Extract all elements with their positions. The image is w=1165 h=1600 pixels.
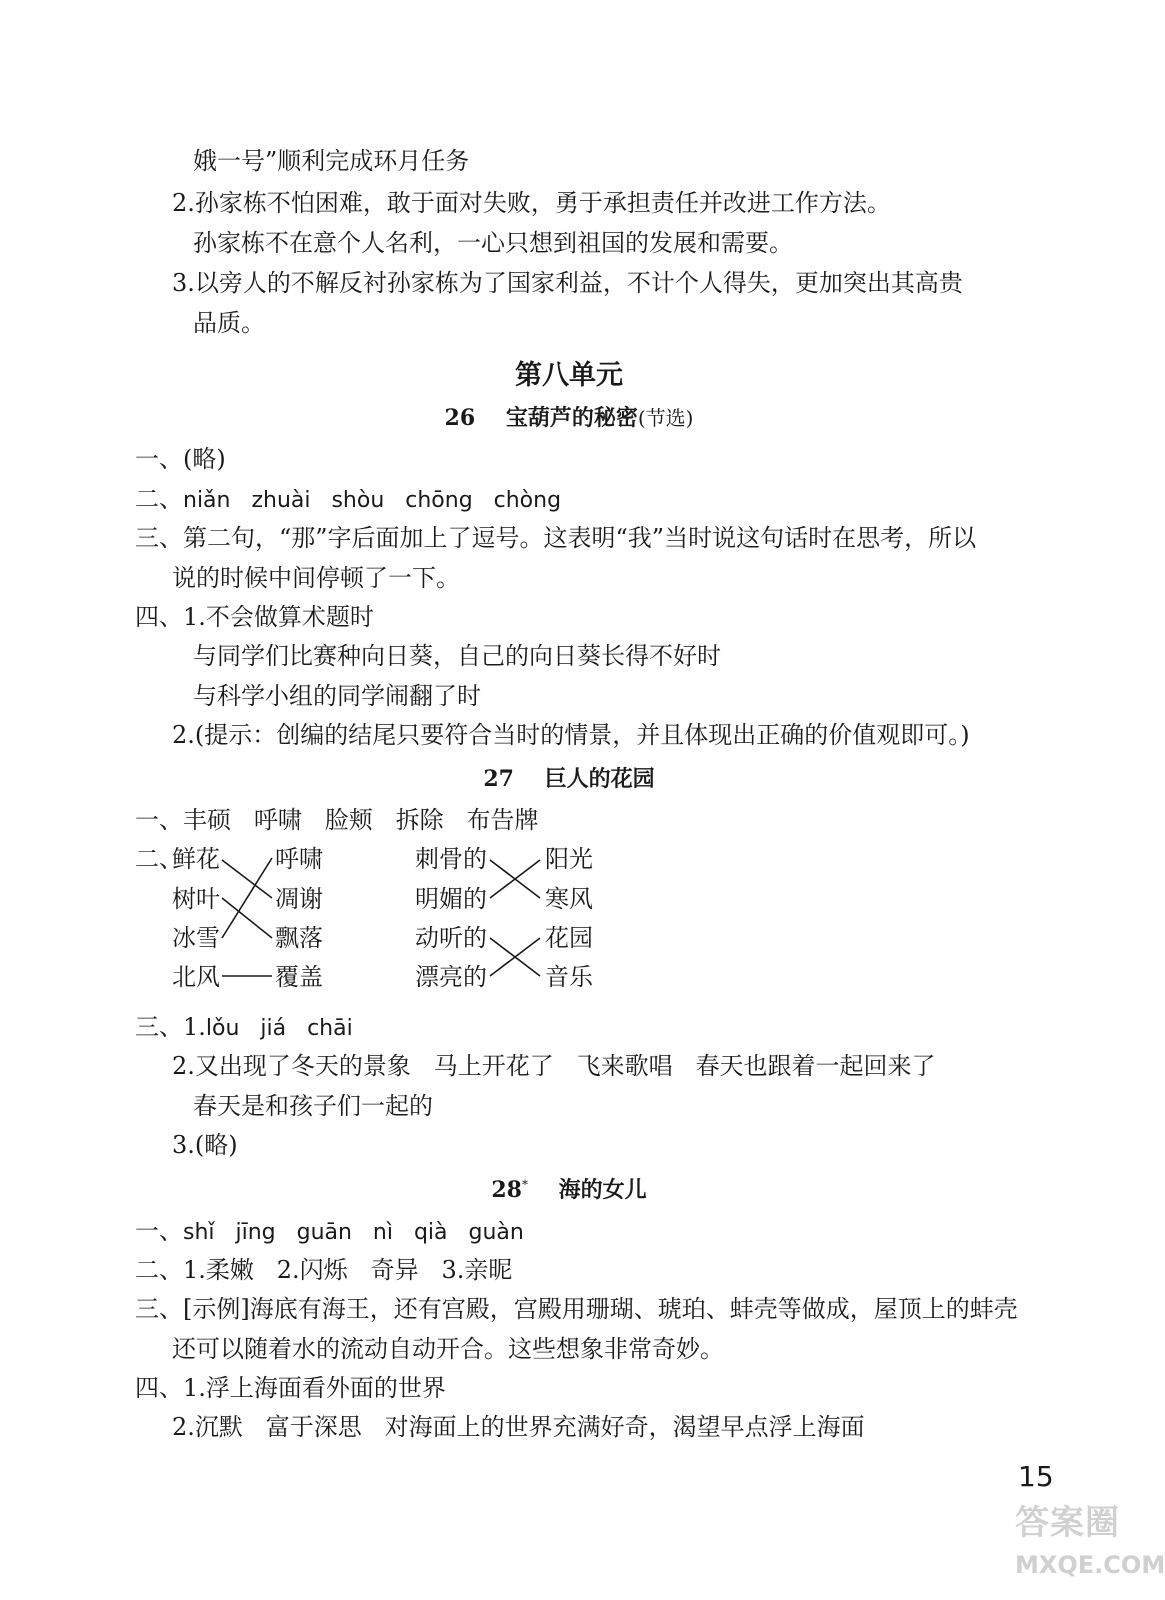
match-line	[490, 860, 540, 898]
lesson-28-heading	[0, 1173, 1138, 1204]
lesson-title: 海的女儿	[558, 1177, 647, 1203]
text-line: 娥一号”顺利完成环月任务	[193, 147, 470, 175]
answer-line: 与同学们比赛种向日葵，自己的向日葵长得不好时	[193, 642, 721, 670]
match-line	[490, 938, 540, 976]
lesson-number: 26	[444, 405, 476, 431]
answer-line: 二、1.柔嫩 2.闪烁 奇异 3.亲昵	[135, 1256, 513, 1284]
answer-line: 三、[示例]海底有海王，还有宫殿，宫殿用珊瑚、琥珀、蚌壳等做成，屋顶上的蚌壳	[135, 1295, 1018, 1323]
match-line	[490, 938, 540, 976]
match-line	[222, 860, 272, 898]
match-left-word: 刺骨的	[415, 845, 487, 873]
text-line: 3.以旁人的不解反衬孙家栋为了国家利益，不计个人得失，更加突出其高贵	[172, 269, 963, 297]
match-left-word: 鲜花	[172, 845, 220, 873]
answer-line: 还可以随着水的流动自动开合。这些想象非常奇妙。	[172, 1335, 724, 1363]
page-number: 15	[1018, 1460, 1054, 1493]
lesson-number: 28	[491, 1177, 522, 1203]
match-right-word: 覆盖	[275, 963, 323, 991]
lesson-title: 巨人的花园	[544, 766, 655, 792]
match-right-word: 花园	[545, 924, 593, 952]
lesson-note: (节选)	[637, 406, 694, 430]
pinyin-answers: lǒu jiá chāi	[205, 1016, 353, 1041]
watermark-url: MXQE.COM	[1015, 1551, 1165, 1579]
match-right-word: 阳光	[545, 845, 593, 873]
unit-title: 第八单元	[515, 360, 623, 391]
answer-label: 一、	[135, 1217, 183, 1245]
text-line: 2.孙家栋不怕困难，敢于面对失败，勇于承担责任并改进工作方法。	[172, 189, 891, 217]
answer-line: 2.又出现了冬天的景象 马上开花了 飞来歌唱 春天也跟着一起回来了	[172, 1052, 936, 1080]
answer-line: 四、1.不会做算术题时	[135, 603, 374, 631]
match-right-word: 寒风	[545, 885, 593, 913]
answer-line: 说的时候中间停顿了一下。	[172, 564, 460, 592]
answer-line: 一、(略)	[135, 445, 226, 473]
match-line	[222, 898, 272, 938]
text-line: 品质。	[193, 309, 265, 337]
match-line	[222, 858, 272, 938]
answer-label: 二、	[135, 845, 183, 873]
lesson-number: 27	[483, 766, 514, 792]
match-left-word: 明媚的	[415, 885, 487, 913]
answer-line: 3.(略)	[172, 1131, 238, 1159]
match-line	[490, 860, 540, 898]
answer-line	[135, 1216, 524, 1248]
answer-line: 一、丰硕 呼啸 脸颊 拆除 布告牌	[135, 806, 539, 834]
match-left-word: 冰雪	[172, 924, 220, 952]
lesson-26-heading	[0, 401, 1138, 432]
answer-line	[135, 1012, 353, 1044]
answer-line: 2.(提示：创编的结尾只要符合当时的情景，并且体现出正确的价值观即可。)	[172, 721, 970, 749]
answer-line	[135, 484, 561, 516]
text-line: 孙家栋不在意个人名利，一心只想到祖国的发展和需要。	[193, 229, 793, 257]
match-right-word: 飘落	[275, 924, 323, 952]
answer-label: 二、	[135, 485, 183, 513]
match-left-word: 动听的	[415, 924, 487, 952]
lesson-27-heading	[0, 762, 1138, 793]
watermark-text: 答案圈	[1015, 1503, 1120, 1543]
answer-line: 2.沉默 富于深思 对海面上的世界充满好奇，渴望早点浮上海面	[172, 1413, 865, 1441]
answer-line: 四、1.浮上海面看外面的世界	[135, 1374, 446, 1402]
answer-line: 春天是和孩子们一起的	[193, 1092, 433, 1120]
optional-star: *	[521, 1177, 528, 1192]
match-right-word: 音乐	[545, 963, 593, 991]
pinyin-answers: niǎn zhuài shòu chōng chòng	[183, 488, 562, 513]
match-left-word: 北风	[172, 963, 220, 991]
pinyin-answers: shǐ jīng guān nì qià guàn	[183, 1220, 524, 1245]
answer-label: 三、1.	[135, 1013, 206, 1041]
watermark-logo	[1015, 1495, 1165, 1595]
answer-line: 与科学小组的同学闹翻了时	[193, 682, 481, 710]
lesson-title: 宝葫芦的秘密	[505, 405, 638, 431]
answer-line: 三、第二句，“那”字后面加上了逗号。这表明“我”当时说这句话时在思考，所以	[135, 524, 977, 552]
match-left-word: 树叶	[172, 885, 220, 913]
match-left-word: 漂亮的	[415, 963, 487, 991]
match-right-word: 呼啸	[275, 845, 323, 873]
match-right-word: 凋谢	[275, 885, 323, 913]
